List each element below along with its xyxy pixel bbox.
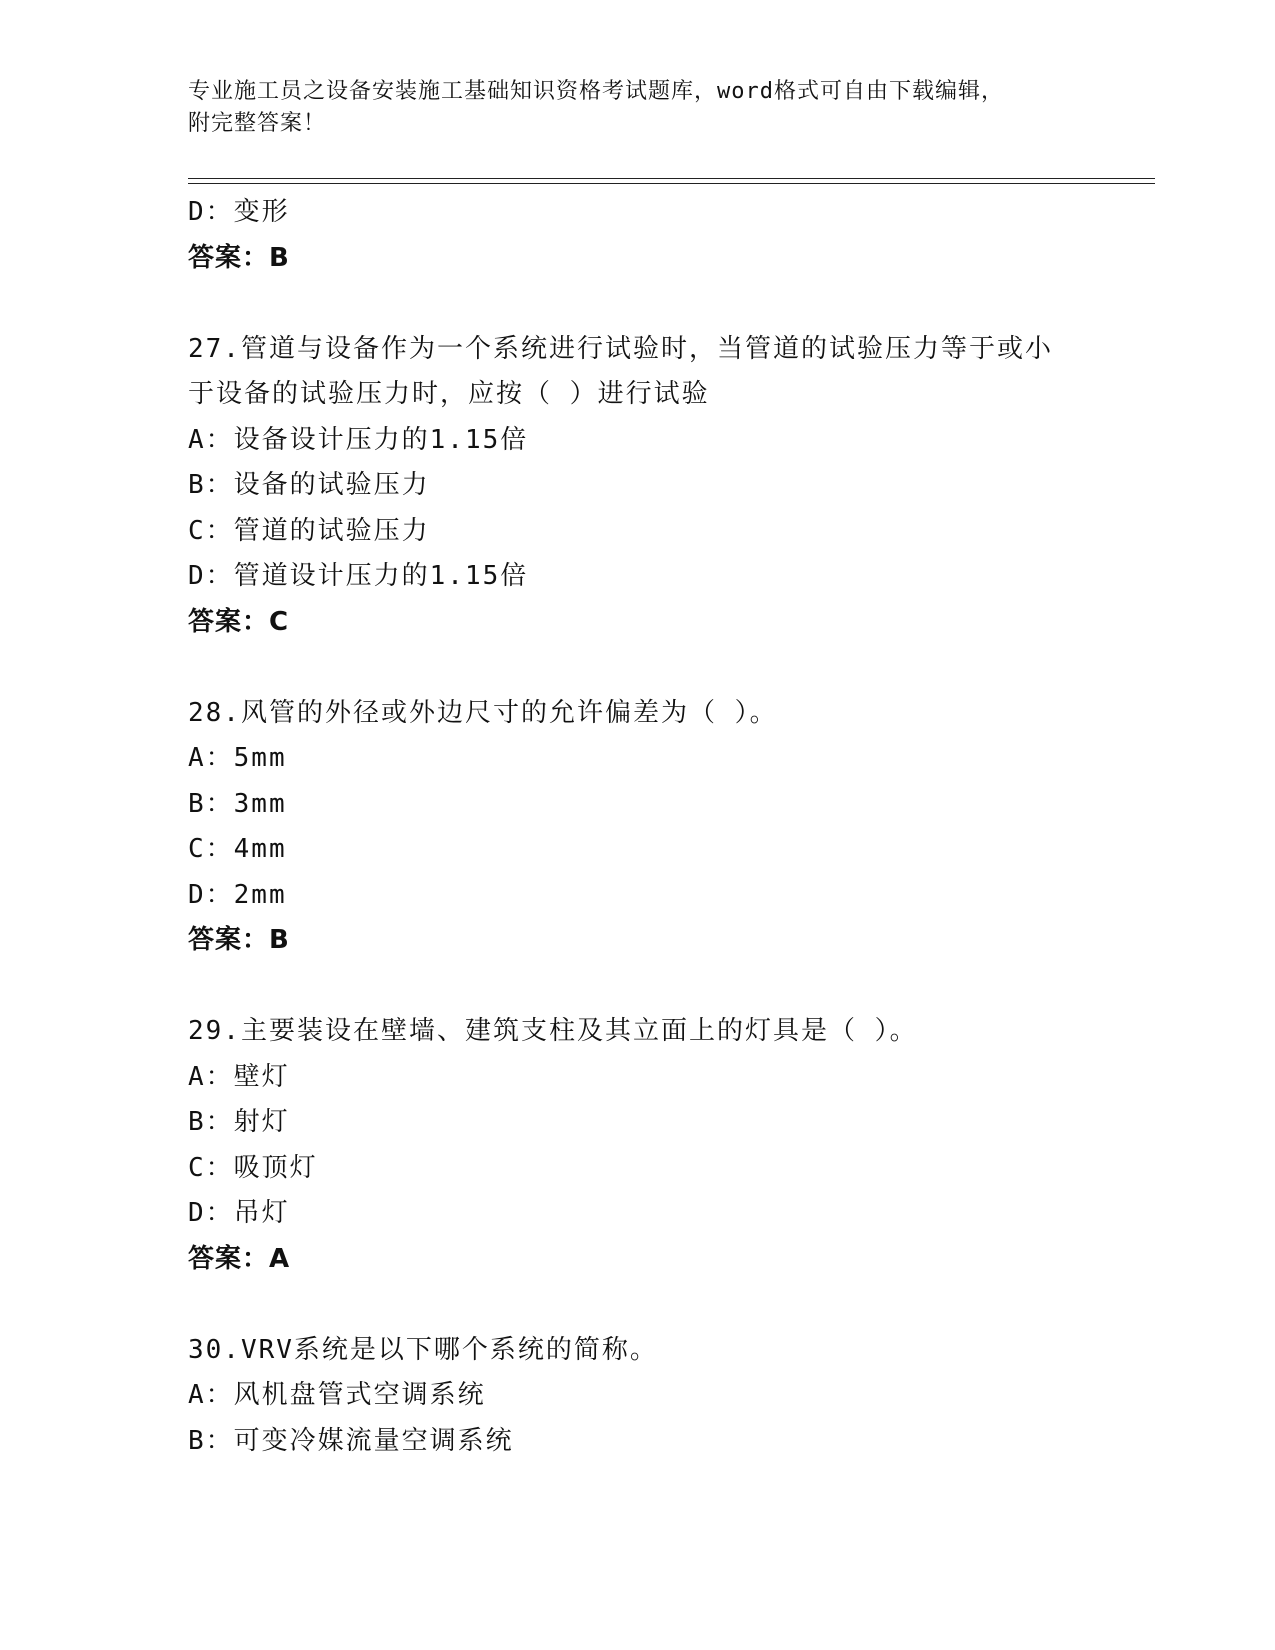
question-28-option-c: C：4mm — [188, 834, 287, 864]
question-29-answer: 答案：A — [188, 1243, 291, 1274]
spacer — [188, 645, 1148, 691]
question-29-option-c: C：吸顶灯 — [188, 1152, 318, 1183]
question-27-answer: 答案：C — [188, 606, 290, 637]
header-line-1: 专业施工员之设备安装施工基础知识资格考试题库，word格式可自由下载编辑， — [188, 79, 1004, 104]
header-divider-top — [188, 178, 1155, 179]
question-28-option-b: B：3mm — [188, 788, 287, 819]
question-list — [188, 190, 1148, 1464]
document-header — [188, 76, 1088, 140]
question-27-stem-line-2: 于设备的试验压力时，应按（ ）进行试验 — [188, 379, 710, 409]
question-30-stem: 30.VRV系统是以下哪个系统的简称。 — [188, 1334, 658, 1365]
question-28-option-d: D：2mm — [188, 879, 287, 910]
header-divider-bottom — [188, 183, 1155, 184]
question-30-option-b: B：可变冷媒流量空调系统 — [188, 1425, 514, 1456]
header-line-2: 附完整答案！ — [188, 111, 327, 136]
option-d: D：变形 — [188, 197, 290, 227]
question-27-option-d: D：管道设计压力的1.15倍 — [188, 561, 529, 591]
question-30-option-a: A：风机盘管式空调系统 — [188, 1380, 486, 1410]
question-29-option-d: D：吊灯 — [188, 1198, 290, 1228]
spacer — [188, 1282, 1148, 1328]
question-28-option-a: A：5mm — [188, 743, 287, 773]
question-27-option-b: B：设备的试验压力 — [188, 470, 430, 500]
question-27-option-a: A：设备设计压力的1.15倍 — [188, 424, 529, 455]
question-29-option-b: B：射灯 — [188, 1107, 290, 1137]
spacer — [188, 281, 1148, 327]
question-27-option-c: C：管道的试验压力 — [188, 515, 430, 546]
question-29-option-a: A：壁灯 — [188, 1061, 290, 1092]
question-27-stem-line-1: 27.管道与设备作为一个系统进行试验时，当管道的试验压力等于或小 — [188, 333, 1053, 364]
answer-line: 答案：B — [188, 242, 290, 273]
question-28-answer: 答案：B — [188, 925, 290, 955]
question-29-stem: 29.主要装设在壁墙、建筑支柱及其立面上的灯具是（ ）。 — [188, 1016, 918, 1046]
spacer — [188, 964, 1148, 1010]
question-28-stem: 28.风管的外径或外边尺寸的允许偏差为（ ）。 — [188, 697, 778, 728]
